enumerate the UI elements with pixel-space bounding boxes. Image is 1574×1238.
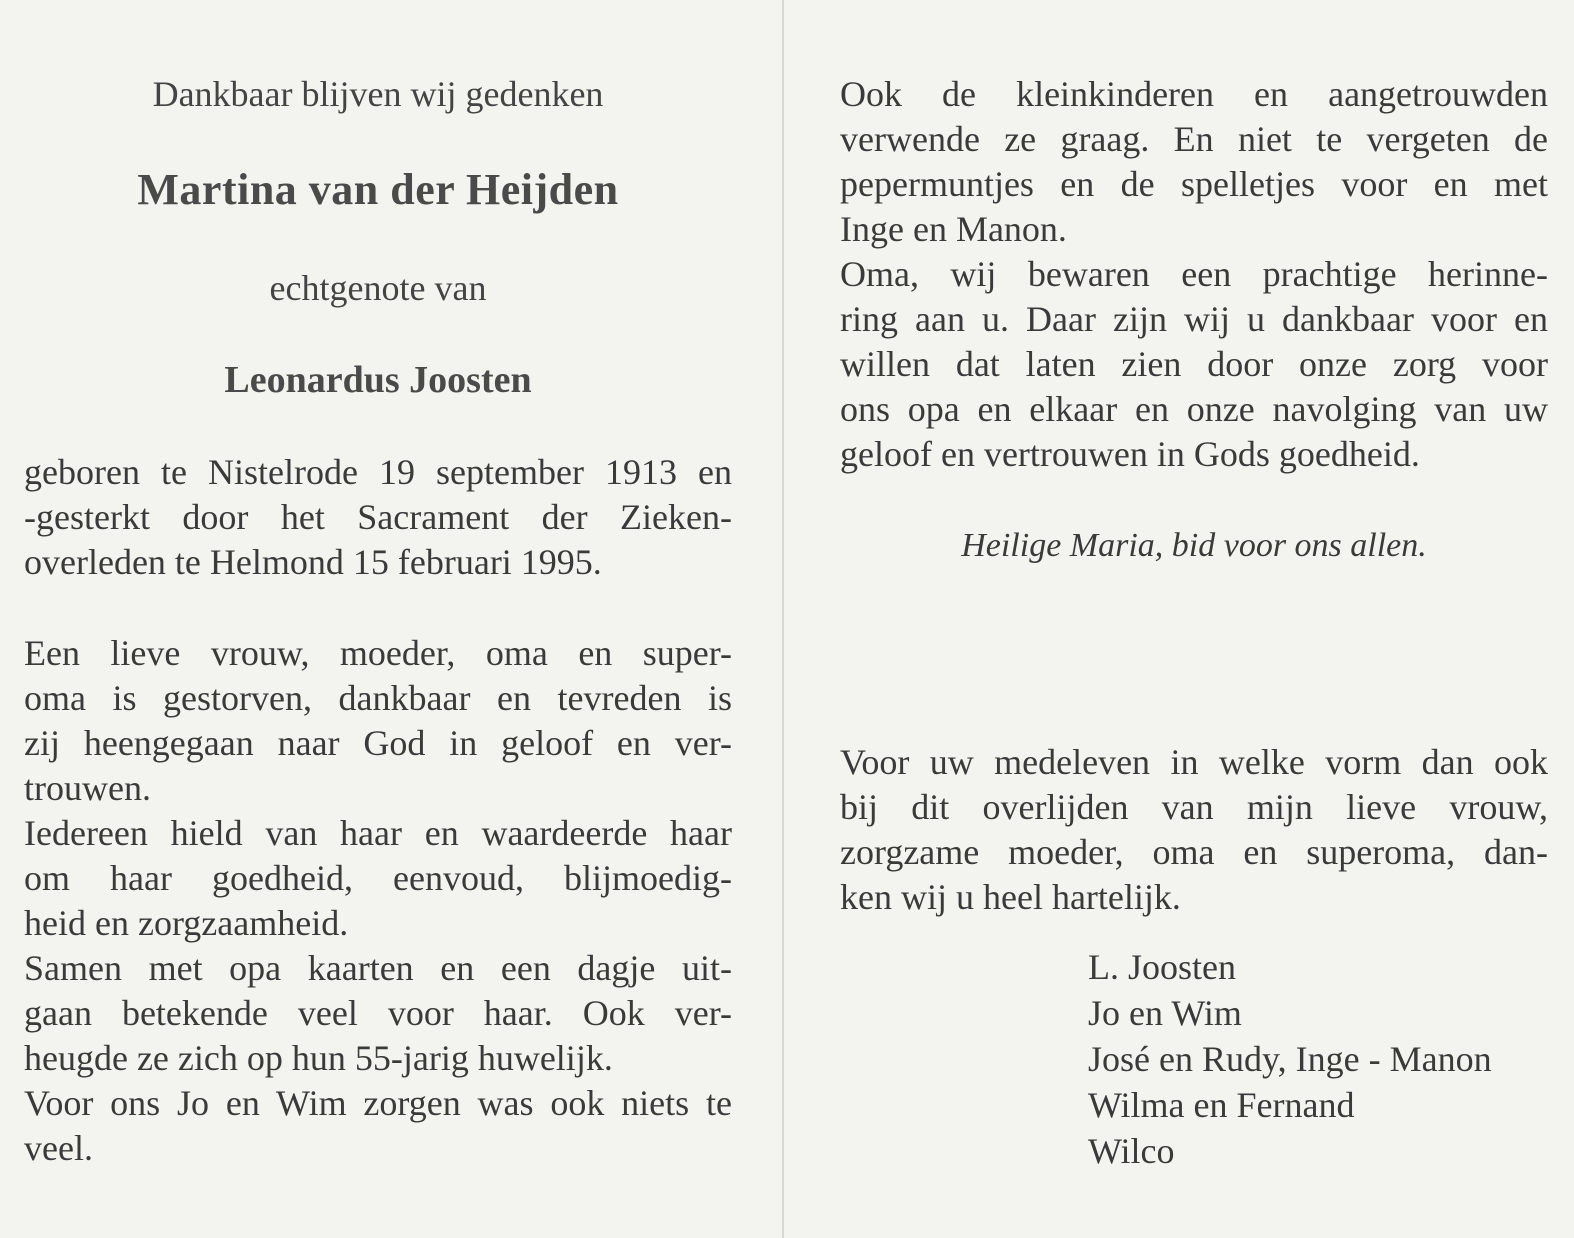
body-line: Een lieve vrouw, moeder, oma en super- xyxy=(24,633,732,673)
signers-list xyxy=(1088,944,1492,1174)
card-fold xyxy=(782,0,784,1238)
thanks-line: ken wij u heel hartelijk. xyxy=(840,877,1181,917)
body-line: ring aan u. Daar zijn wij u dankbaar voor en xyxy=(840,299,1548,339)
deceased-name: Martina van der Heijden xyxy=(137,165,619,214)
spouse-name: Leonardus Joosten xyxy=(224,359,532,401)
left-body-text xyxy=(24,631,732,1171)
thanks-text xyxy=(840,740,1548,920)
body-line: verwende ze graag. En niet te vergeten de xyxy=(840,119,1548,159)
body-line: Voor ons Jo en Wim zorgen was ook niets te xyxy=(24,1083,732,1123)
body-line: Ook de kleinkinderen en aangetrouwden xyxy=(840,74,1548,114)
body-line: ons opa en elkaar en onze navolging van uw xyxy=(840,389,1548,429)
body-line: heid en zorgzaamheid. xyxy=(24,903,349,943)
body-line: gaan betekende veel voor haar. Ook ver- xyxy=(24,993,732,1033)
life-line: geboren te Nistelrode 19 september 1913 en xyxy=(24,452,732,492)
body-line: heugde ze zich op hun 55-jarig huwelijk. xyxy=(24,1038,613,1078)
signer-name: Wilco xyxy=(1088,1131,1175,1171)
body-line: veel. xyxy=(24,1128,93,1168)
body-line: geloof en vertrouwen in Gods goedheid. xyxy=(840,434,1420,474)
right-body-text xyxy=(840,72,1548,477)
prayer-line: Heilige Maria, bid voor ons allen. xyxy=(961,527,1427,564)
signer-name: L. Joosten xyxy=(1088,947,1236,987)
signer-name: Wilma en Fernand xyxy=(1088,1085,1355,1125)
thanks-line: zorgzame moeder, oma en superoma, dan- xyxy=(840,832,1548,872)
body-line: Samen met opa kaarten en een dagje uit- xyxy=(24,948,732,988)
body-line: Iedereen hield van haar en waardeerde haar xyxy=(24,813,732,853)
body-line: Oma, wij bewaren een prachtige herinne- xyxy=(840,254,1548,294)
body-line: zij heengegaan naar God in geloof en ver- xyxy=(24,723,732,763)
thanks-line: bij dit overlijden van mijn lieve vrouw, xyxy=(840,787,1548,827)
relation-line: echtgenote van xyxy=(269,268,487,308)
body-line: Inge en Manon. xyxy=(840,209,1067,249)
left-page xyxy=(24,0,732,1238)
life-dates xyxy=(24,450,732,585)
body-line: willen dat laten zien door onze zorg voor xyxy=(840,344,1548,384)
signer-name: Jo en Wim xyxy=(1088,993,1242,1033)
life-line: overleden te Helmond 15 februari 1995. xyxy=(24,542,602,582)
body-line: oma is gestorven, dankbaar en tevreden is xyxy=(24,678,732,718)
body-line: om haar goedheid, eenvoud, blijmoedig- xyxy=(24,858,732,898)
signer-name: José en Rudy, Inge - Manon xyxy=(1088,1039,1492,1079)
thanks-line: Voor uw medeleven in welke vorm dan ook xyxy=(840,742,1548,782)
opening-line: Dankbaar blijven wij gedenken xyxy=(152,74,604,114)
body-line: trouwen. xyxy=(24,768,151,808)
life-line: -gesterkt door het Sacrament der Zieken- xyxy=(24,497,732,537)
body-line: pepermuntjes en de spelletjes voor en met xyxy=(840,164,1548,204)
right-page xyxy=(840,0,1548,1238)
